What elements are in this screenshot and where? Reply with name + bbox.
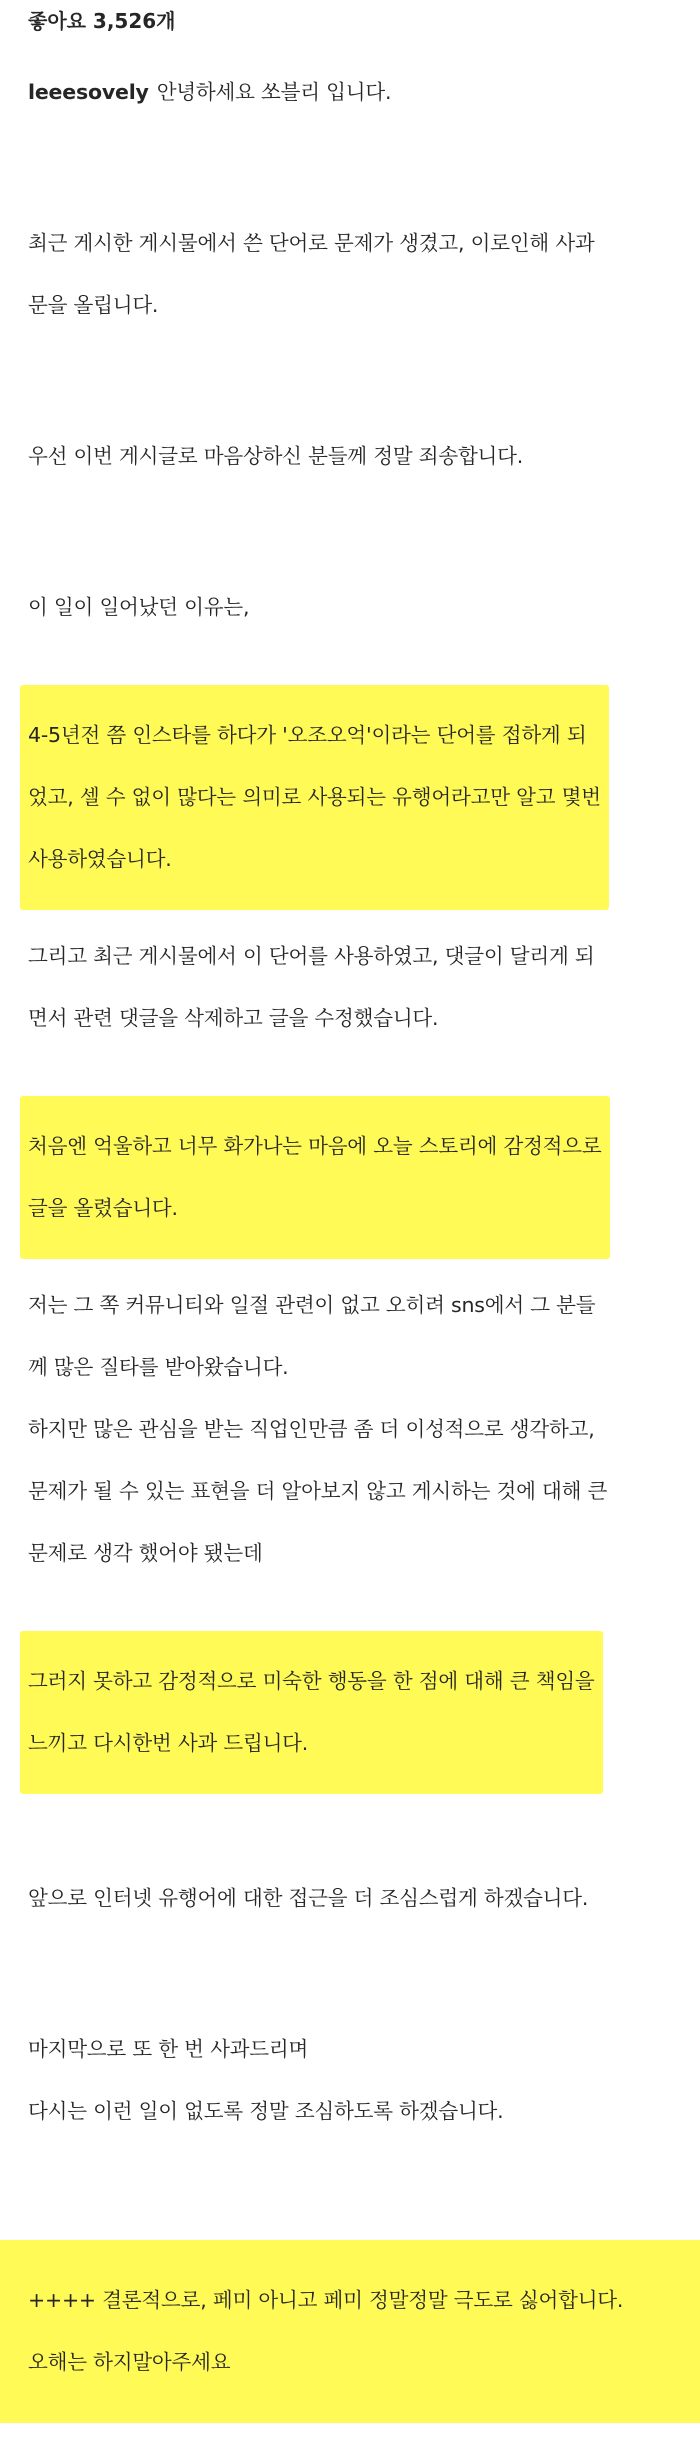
- caption-text-line: 저는 그 쪽 커뮤니티와 일절 관련이 없고 오히려 sns에서 그 분들: [28, 1293, 596, 1317]
- caption-first-line: [28, 77, 688, 108]
- highlighted-line: 처음엔 억울하고 너무 화가나는 마음에 오늘 스토리에 감정적으로: [28, 1134, 602, 1158]
- caption-text-line: 앞으로 인터넷 유행어에 대한 접근을 더 조심스럽게 하겠습니다.: [28, 1886, 589, 1910]
- highlighted-line: 었고, 셀 수 없이 많다는 의미로 사용되는 유행어라고만 알고 몇번: [28, 785, 601, 809]
- highlighted-line: 그러지 못하고 감정적으로 미숙한 행동을 한 점에 대해 큰 책임을: [28, 1669, 595, 1693]
- highlighted-line: ++++ 결론적으로, 페미 아니고 페미 정말정말 극도로 싫어합니다.: [28, 2288, 624, 2312]
- caption-text-line: 마지막으로 또 한 번 사과드리며: [28, 2037, 309, 2061]
- caption-text-line: 면서 관련 댓글을 삭제하고 글을 수정했습니다.: [28, 1006, 439, 1030]
- highlighted-passage: [20, 685, 609, 910]
- caption-text-line: 문제로 생각 했어야 됐는데: [28, 1541, 263, 1565]
- caption-text-line: 문을 올립니다.: [28, 293, 159, 317]
- highlighted-line: 사용하였습니다.: [28, 847, 172, 871]
- username-link[interactable]: leeesovely: [28, 80, 149, 104]
- caption-text-line: 문제가 될 수 있는 표현을 더 알아보지 않고 게시하는 것에 대해 큰: [28, 1479, 608, 1503]
- caption-text-line: 우선 이번 게시글로 마음상하신 분들께 정말 죄송합니다.: [28, 444, 524, 468]
- highlighted-line: 느끼고 다시한번 사과 드립니다.: [28, 1731, 309, 1755]
- caption-text-line: 이 일이 일어났던 이유는,: [28, 595, 250, 619]
- caption: [28, 46, 688, 2454]
- caption-text-line: 다시는 이런 일이 없도록 정말 조심하도록 하겠습니다.: [28, 2099, 504, 2123]
- highlighted-passage: [20, 1096, 610, 1259]
- greeting-text: 안녕하세요 쏘블리 입니다.: [156, 80, 392, 104]
- highlighted-conclusion: [0, 2240, 700, 2423]
- caption-text-line: 하지만 많은 관심을 받는 직업인만큼 좀 더 이성적으로 생각하고,: [28, 1417, 595, 1441]
- highlighted-line: 오해는 하지말아주세요: [28, 2350, 231, 2374]
- highlighted-line: 4-5년전 쯤 인스타를 하다가 '오조오억'이라는 단어를 접하게 되: [28, 723, 587, 747]
- likes-count[interactable]: 좋아요 3,526개: [28, 9, 176, 33]
- caption-text-line: 최근 게시한 게시물에서 쓴 단어로 문제가 생겼고, 이로인해 사과: [28, 231, 595, 255]
- caption-text-line: 께 많은 질타를 받아왔습니다.: [28, 1355, 289, 1379]
- caption-text-line: 그리고 최근 게시물에서 이 단어를 사용하였고, 댓글이 달리게 되: [28, 944, 595, 968]
- highlighted-line: 글을 올렸습니다.: [28, 1196, 178, 1220]
- highlighted-passage: [20, 1631, 603, 1794]
